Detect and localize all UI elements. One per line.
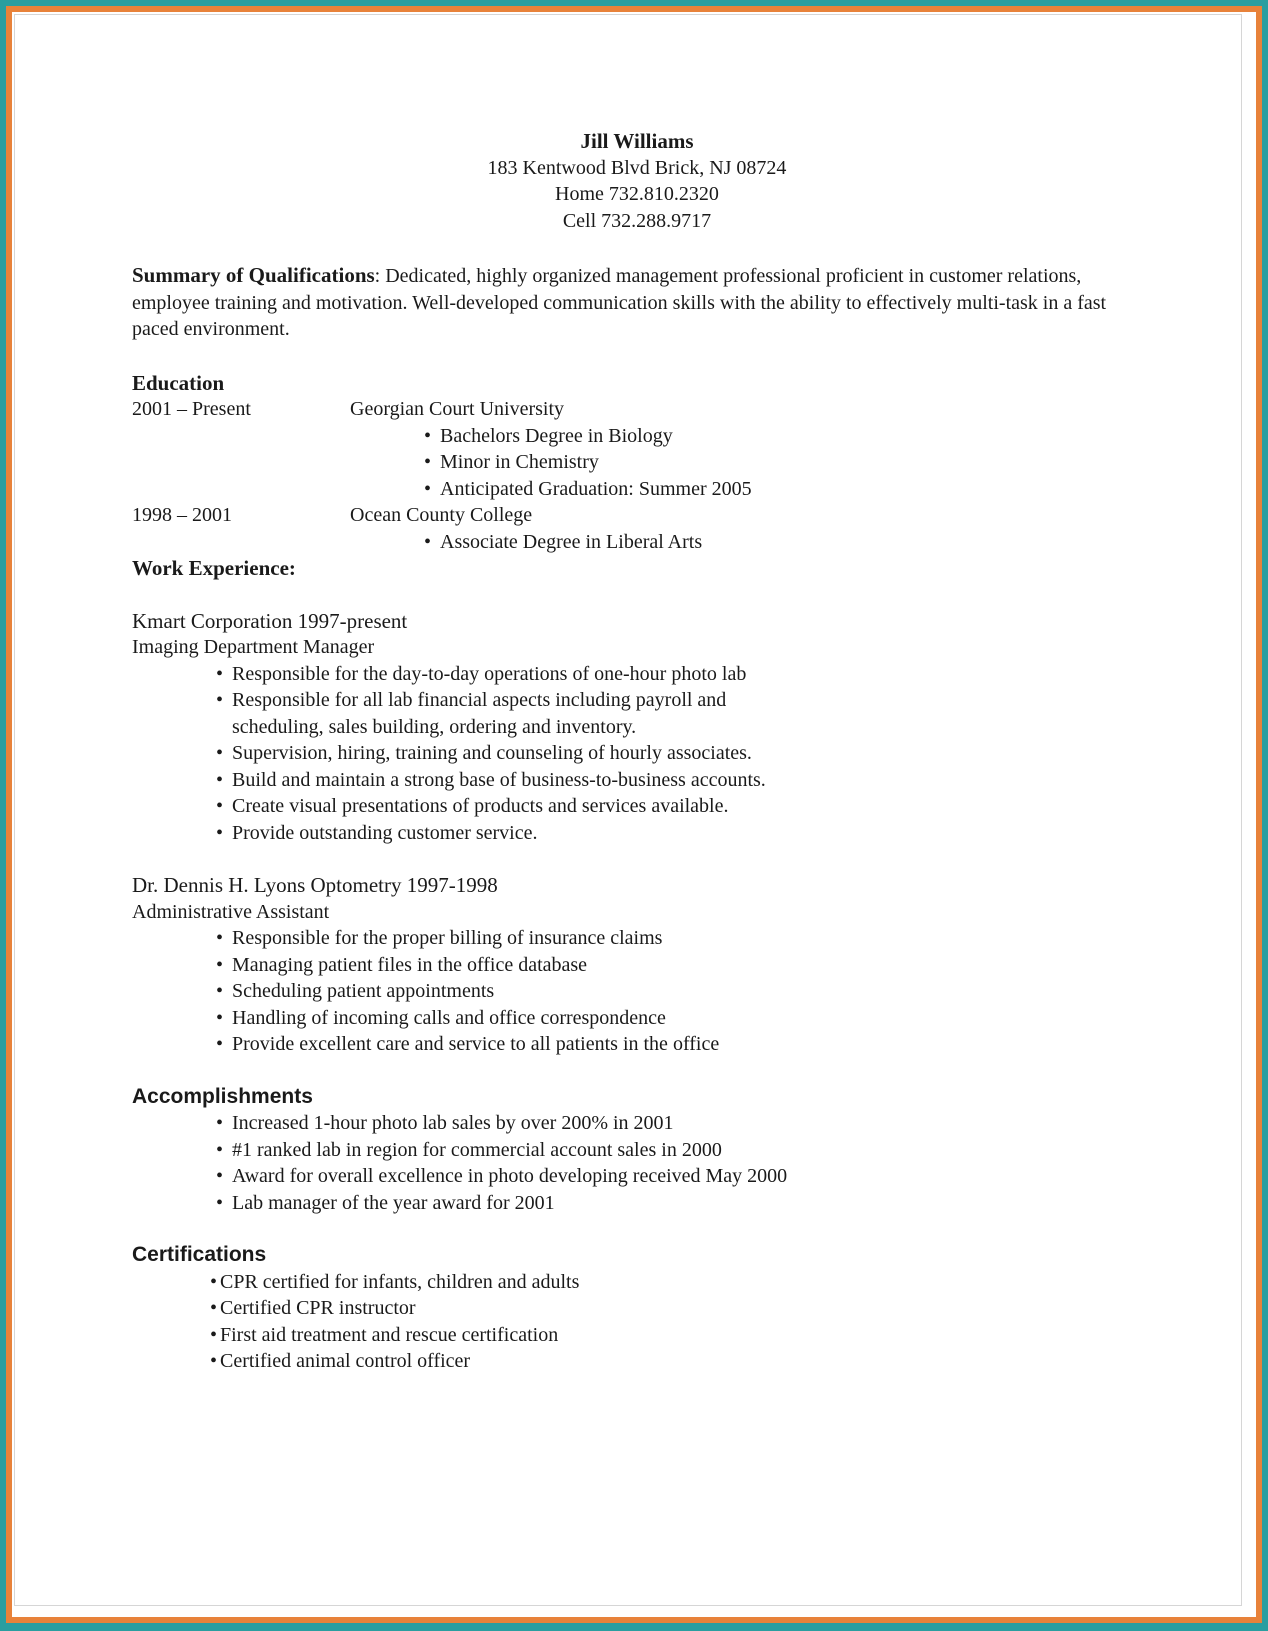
- job-entry: [132, 872, 1142, 1058]
- bullet-icon: •: [424, 477, 432, 500]
- accomplishments-list: [132, 1110, 1142, 1216]
- cell-phone: Cell 732.288.9717: [562, 209, 712, 232]
- list-item-text: Award for overall excellence in photo developing received May 2000: [232, 1165, 788, 1187]
- list-item-text: #1 ranked lab in region for commercial account sales in 2000: [232, 1138, 722, 1161]
- list-item: [216, 1190, 1142, 1217]
- bullet-icon: •: [210, 1297, 218, 1319]
- list-item-text: Certified animal control officer: [220, 1350, 471, 1372]
- list-item: [424, 423, 1142, 450]
- bullet-icon: •: [216, 980, 224, 1002]
- list-item: [216, 661, 1142, 688]
- list-item: [424, 449, 1142, 476]
- list-item: [216, 1110, 1142, 1137]
- list-item: [216, 1163, 1142, 1190]
- bullet-icon: •: [424, 451, 432, 473]
- bullet-icon: •: [216, 1138, 224, 1161]
- certifications-list: [132, 1269, 1142, 1375]
- bullet-icon: •: [216, 1112, 224, 1134]
- resume-document: [132, 128, 1142, 1375]
- list-item: [424, 476, 1142, 503]
- bullet-icon: •: [216, 795, 224, 817]
- list-item-text: CPR certified for infants, children and adults: [220, 1270, 580, 1293]
- list-item: [216, 820, 1142, 847]
- bullet-icon: •: [216, 1033, 224, 1055]
- list-item-text: Responsible for the proper billing of insurance claims: [232, 927, 663, 949]
- bullet-icon: •: [216, 1191, 224, 1214]
- education-school: Ocean County College: [350, 504, 533, 526]
- list-item-text: Handling of incoming calls and office correspondence: [232, 1006, 666, 1029]
- summary-label: Summary of Qualifications: [132, 263, 375, 287]
- education-dates: 2001 – Present: [132, 398, 251, 420]
- list-item: [216, 1031, 1142, 1058]
- accomplishments-title: Accomplishments: [132, 1084, 313, 1108]
- job-role: Imaging Department Manager: [132, 636, 375, 658]
- job-company: Dr. Dennis H. Lyons Optometry 1997-1998: [132, 873, 498, 897]
- education-school: Georgian Court University: [350, 398, 565, 420]
- bullet-icon: •: [424, 424, 432, 447]
- job-duties: [132, 661, 1142, 847]
- list-item-text: Anticipated Graduation: Summer 2005: [440, 477, 752, 500]
- job-role: Administrative Assistant: [132, 900, 330, 923]
- bullet-icon: •: [216, 742, 224, 764]
- education-entry: [132, 396, 1142, 423]
- bullet-icon: •: [210, 1270, 218, 1293]
- list-item-text: Associate Degree in Liberal Arts: [440, 530, 703, 553]
- education-details: [132, 423, 1142, 503]
- education-details: [132, 529, 1142, 556]
- job-company: Kmart Corporation 1997-present: [132, 608, 408, 633]
- list-item: [210, 1348, 1142, 1375]
- bullet-icon: •: [216, 768, 224, 791]
- list-item: [216, 1005, 1142, 1032]
- list-item-text: Build and maintain a strong base of business-to-business accounts.: [232, 768, 766, 791]
- list-item: [216, 740, 1142, 767]
- list-item-text: Create visual presentations of products and services available.: [232, 795, 729, 817]
- list-item-text: Certified CPR instructor: [220, 1297, 416, 1319]
- bullet-icon: •: [216, 821, 224, 844]
- bullet-icon: •: [216, 953, 224, 976]
- list-item: [210, 1269, 1142, 1296]
- list-item-text: Bachelors Degree in Biology: [440, 424, 673, 447]
- list-item: [210, 1295, 1142, 1322]
- list-item: [216, 687, 792, 740]
- list-item-text: First aid treatment and rescue certification: [220, 1323, 559, 1346]
- list-item: [216, 952, 1142, 979]
- list-item-text: Lab manager of the year award for 2001: [232, 1191, 555, 1214]
- education-title: Education: [132, 370, 225, 395]
- work-experience-title: Work Experience:: [132, 556, 296, 580]
- list-item: [424, 529, 1142, 556]
- list-item: [216, 978, 1142, 1005]
- education-dates: 1998 – 2001: [132, 504, 232, 526]
- list-item: [216, 925, 1142, 952]
- list-item-text: Supervision, hiring, training and counseling of hourly associates.: [232, 742, 752, 764]
- home-phone: Home 732.810.2320: [555, 183, 719, 205]
- list-item: [216, 767, 1142, 794]
- bullet-icon: •: [216, 1006, 224, 1029]
- list-item: [216, 793, 1142, 820]
- bullet-icon: •: [216, 1165, 224, 1187]
- bullet-icon: •: [216, 927, 224, 949]
- summary-section: [132, 262, 1142, 343]
- bullet-icon: •: [210, 1350, 218, 1372]
- list-item-text: Scheduling patient appointments: [232, 980, 495, 1002]
- bullet-icon: •: [210, 1323, 218, 1346]
- list-item-text: Increased 1-hour photo lab sales by over 200% in 2001: [232, 1112, 674, 1134]
- resume-header: [132, 128, 1142, 234]
- list-item: [216, 1137, 1142, 1164]
- bullet-icon: •: [216, 689, 224, 711]
- list-item-text: Responsible for the day-to-day operations of one-hour photo lab: [232, 662, 747, 685]
- list-item-text: Managing patient files in the office database: [232, 953, 588, 976]
- education-entry: [132, 502, 1142, 529]
- bullet-icon: •: [216, 662, 224, 685]
- job-duties: [132, 925, 1142, 1058]
- summary-text: : Dedicated, highly organized management professional proficient in customer relations, employee training and motivation. Well-developed communication skills with the ability to effectively multi-task in a fast paced environment.: [132, 265, 1107, 340]
- candidate-name: Jill Williams: [580, 129, 694, 153]
- list-item-text: Responsible for all lab financial aspects including payroll and scheduling, sales building, ordering and inventory.: [232, 689, 727, 738]
- job-entry: [132, 608, 1142, 847]
- list-item: [210, 1322, 1142, 1349]
- candidate-address: 183 Kentwood Blvd Brick, NJ 08724: [487, 156, 787, 179]
- certifications-title: Certifications: [132, 1243, 267, 1266]
- list-item-text: Minor in Chemistry: [440, 451, 599, 473]
- list-item-text: Provide outstanding customer service.: [232, 821, 538, 844]
- list-item-text: Provide excellent care and service to all patients in the office: [232, 1033, 720, 1055]
- bullet-icon: •: [424, 530, 432, 553]
